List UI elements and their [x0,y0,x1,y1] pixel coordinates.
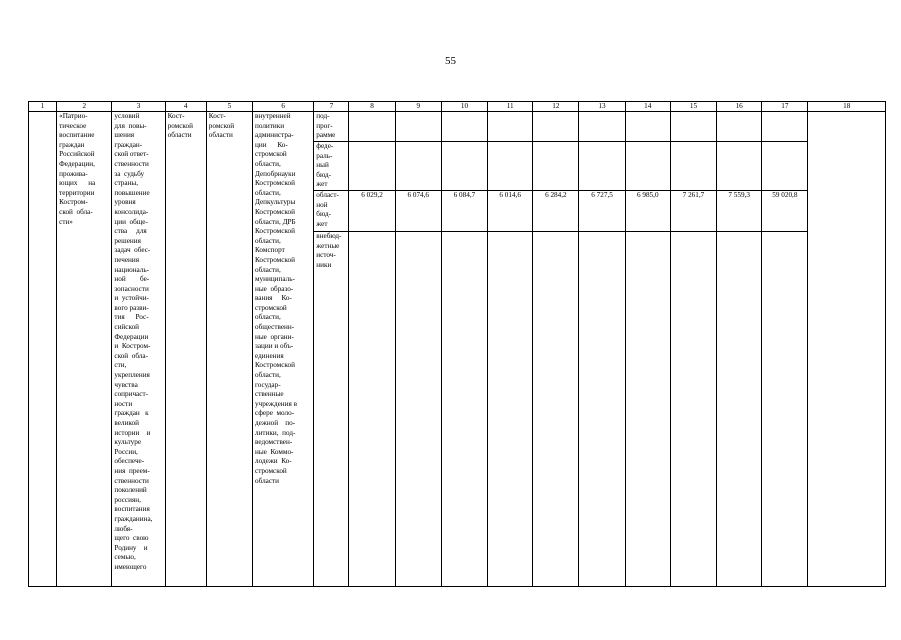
value-cell: 6 284,2 [533,190,579,231]
column-header: 8 [349,102,395,112]
value-cell [488,231,533,586]
value-cell: 6 074,6 [395,190,441,231]
program-name-cell: «Патрио- тическое воспитание граждан Российской Федерации, прожива- ющих на территории Костром- ской обла- сти» [57,112,112,587]
value-cell [717,142,762,191]
value-cell: 7 559,3 [717,190,762,231]
value-cell [670,112,716,142]
row-number-cell [29,112,57,587]
value-cell [349,231,395,586]
value-cell [625,142,670,191]
participants-cell: внутренней политики администра- ции Ко- стромской области, Депобрнауки Костромской области, Депкультуры Костромской области, ДРБ Костромской области, Комспорт Костромской области, муниципаль- ные образо- вания Ко- стромской области, общественн- ные органи- зации и объ- единения Костромской области, государ- ственные учреждения в сфере моло- дежной по- литики, под- ведомствен- ные Коммо- лодежи Ко- стромской области [253,112,314,587]
column-header: 10 [441,102,487,112]
value-cell [717,112,762,142]
value-cell [395,142,441,191]
column-header: 4 [165,102,206,112]
column-header: 6 [253,102,314,112]
program-table [28,101,886,587]
column-header: 3 [112,102,165,112]
total-cell: 59 020,8 [762,190,808,231]
value-cell: 7 261,7 [670,190,716,231]
column-header: 16 [717,102,762,112]
column-header: 11 [488,102,533,112]
value-cell: 6 985,0 [625,190,670,231]
column-header: 14 [625,102,670,112]
value-cell [533,142,579,191]
column-header: 5 [206,102,252,112]
value-cell [625,112,670,142]
value-cell [349,112,395,142]
value-cell [395,112,441,142]
value-cell [579,142,625,191]
executor-cell: Кост- ромской области [165,112,206,587]
value-cell [670,231,716,586]
value-cell [533,231,579,586]
column-header: 13 [579,102,625,112]
page-number: 55 [445,55,456,67]
value-cell: 6 084,7 [441,190,487,231]
value-cell [625,231,670,586]
value-cell [441,112,487,142]
total-cell [762,142,808,191]
value-cell: 6 727,5 [579,190,625,231]
source-label: под- прог- рамме [314,112,349,142]
value-cell [441,231,487,586]
value-cell [670,142,716,191]
column-header: 18 [808,102,886,112]
column-header: 12 [533,102,579,112]
value-cell: 6 014,6 [488,190,533,231]
value-cell [717,231,762,586]
column-number-row [29,102,886,112]
value-cell [579,231,625,586]
total-cell [762,231,808,586]
value-cell [349,142,395,191]
value-cell [441,142,487,191]
value-cell [395,231,441,586]
total-cell [762,112,808,142]
goal-cell: условий для повы- шения граждан- ской ответ- ственности за судьбу страны, повышение уровня консолида- ции обще- ства для решения задач обес- печения националь- ной бе- зопасности и устойчи- вого разви- тия Рос- сийской Федерации и Костром- ской обла- сти, укрепления чувства сопричаст- ности граждан к великой истории и культуре России, обеспече- ния преем- ственности поколений россиян, воспитания гражданина, любя- щего свою Родину и семью, имеющего [112,112,165,587]
value-cell [488,112,533,142]
source-label: област- ной бюд- жет [314,190,349,231]
notes-cell [808,112,886,587]
source-row-subprogram [29,112,886,142]
value-cell [488,142,533,191]
value-cell [533,112,579,142]
source-label: внебюд- жетные источ- ники [314,231,349,586]
value-cell: 6 029,2 [349,190,395,231]
source-label: феде- раль- ный бюд- жет [314,142,349,191]
column-header: 15 [670,102,716,112]
column-header: 1 [29,102,57,112]
value-cell [579,112,625,142]
coexecutor-cell: Кост- ромской области [206,112,252,587]
column-header: 7 [314,102,349,112]
column-header: 9 [395,102,441,112]
column-header: 2 [57,102,112,112]
column-header: 17 [762,102,808,112]
